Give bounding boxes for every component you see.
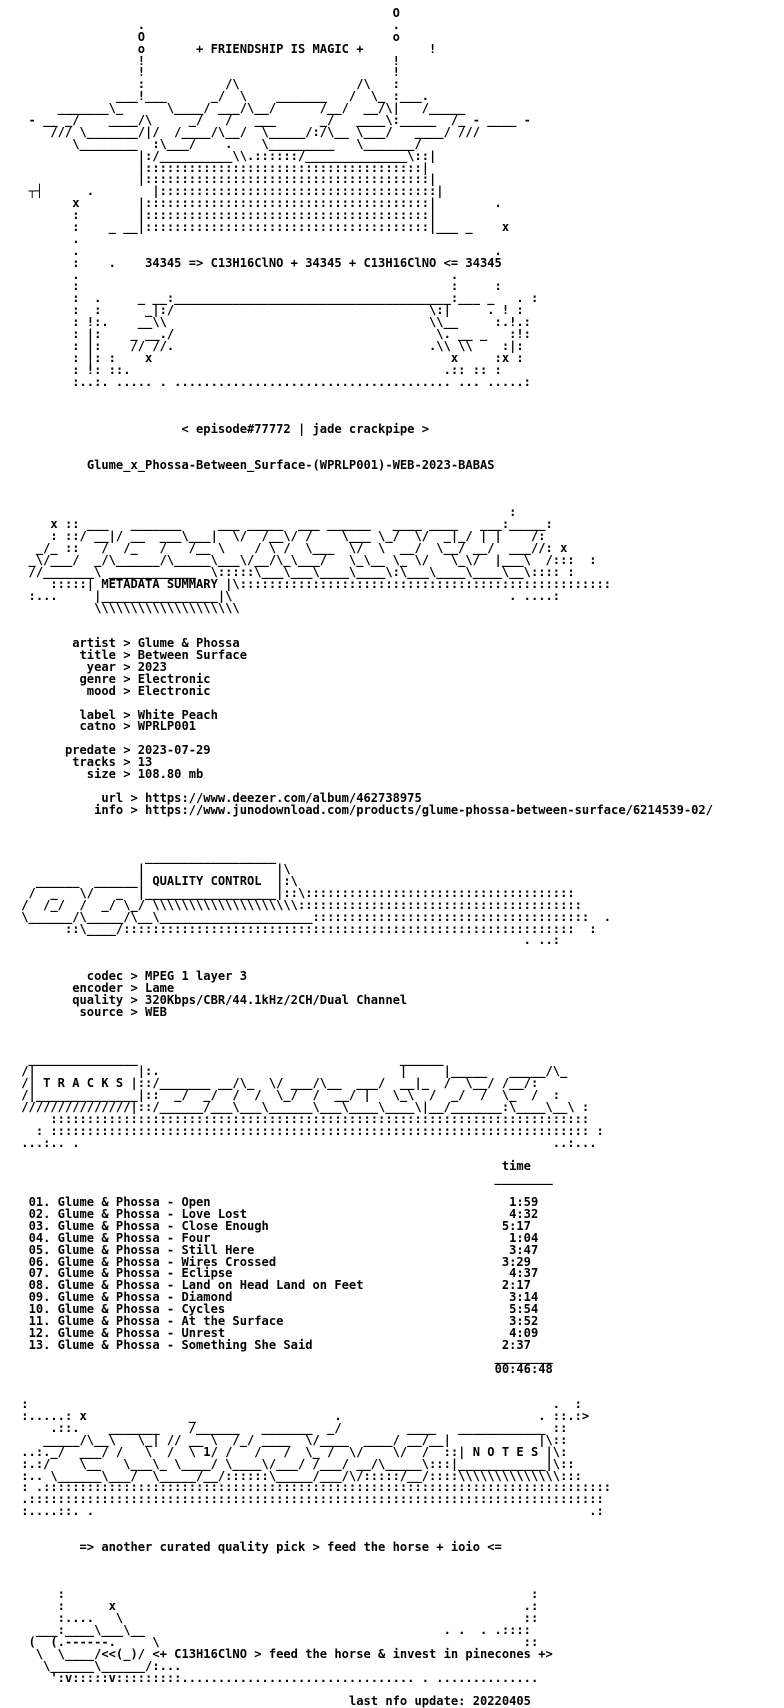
ascii-art-line: : |:::::::::::::::::::::::::::::::::::::::| xyxy=(14,208,437,223)
meta-title-text: title > Between Surface xyxy=(72,648,247,663)
ascii-art-line: _\/___/ _/\______/\_____\___\/__/\_\___/ \_\__ \_ \/ \_\/ |___\ /::: : xyxy=(14,552,597,567)
section-quality: QUALITY CONTROL xyxy=(152,874,262,889)
meta-predate-text: predate > 2023-07-29 xyxy=(64,743,211,758)
ascii-art-line: : . : xyxy=(14,1397,582,1412)
ascii-art-line xyxy=(14,947,713,959)
ascii-art-line: : |: : x x :x : xyxy=(14,350,524,365)
ascii-art-line: ! ! xyxy=(14,53,400,68)
ascii-art-line: x :: ___ _______ ___ _____ ___ ______ ____ ____ ___:_____: xyxy=(14,517,553,532)
ascii-art-line: |:::::::::::::::::::::::::::::::::::::::| xyxy=(14,172,437,187)
ascii-art-line: /|______________|:: _/ _/ / / \_/ / __/ | \_\ / _/ / \_ / : xyxy=(14,1088,561,1103)
track-title-5: 05. Glume & Phossa - Still Here xyxy=(28,1242,255,1257)
section-tracks: T R A C K S xyxy=(43,1076,124,1091)
ascii-art-line: . . xyxy=(14,17,400,32)
track-title-7: 07. Glume & Phossa - Eclipse xyxy=(28,1266,233,1281)
meta-tracks-text: tracks > 13 xyxy=(64,755,153,770)
ascii-art-line: : /\ /\ : xyxy=(14,77,400,92)
notes-tagline-line xyxy=(14,1539,713,1554)
meta-catno-text: catno > WPRLP001 xyxy=(72,719,197,734)
ascii-art-line: ':v:::::v:::::::::................................ . .............. xyxy=(14,1670,539,1685)
ascii-art-line: ///////////////|::/______/___\___\______\___\____\____\|__/_______:\____\__\ : xyxy=(14,1099,590,1114)
ascii-art-line: : !:. __\\ \\__ :.!.: xyxy=(14,315,531,330)
ascii-art-line: ______ ______| QUALITY CONTROL |:\ xyxy=(14,874,298,889)
ascii-art-line: \______\______/:... xyxy=(14,1658,182,1673)
q-encoder-text: encoder > Lame xyxy=(72,981,175,996)
ascii-art-line: |::::::::::::::::::::::::::::::::::::::| xyxy=(14,160,430,175)
ascii-art-line: : :::::::::::::::::::::::::::::::::::::::::::::::::::::::::::::::::::::::::: : xyxy=(14,1123,604,1138)
total-time: 00:46:48 xyxy=(494,1361,553,1376)
ascii-art-line: / /_/ / _/ \_/ \\\\\\\\\\\\\\\\\\\\::::::::::::::::::::::::::::::::::::::: xyxy=(14,897,582,912)
section-metadata: METADATA SUMMARY xyxy=(101,576,218,591)
ascii-art-line: _____/\__\ \_| // __ \ /_/ ____ \/____ ____/ __/__| |\:: xyxy=(14,1432,568,1447)
ascii-art-line: ::\____/:::::::::::::::::::::::::::::::::::::::::::::::::::::::::::::: : xyxy=(14,921,597,936)
ascii-art-line: :....::. . .: xyxy=(14,1504,604,1519)
ascii-art-line: :... |________________|\ . ....: xyxy=(14,588,561,603)
ascii-art-line: ___!___ _/ \ _______ / \_ :___. xyxy=(14,89,430,104)
track-time-11: 3:52 xyxy=(509,1313,539,1328)
ascii-art-line: :.... \ :: xyxy=(14,1611,539,1626)
track-title-8: 08. Glume & Phossa - Land on Head Land on Feet xyxy=(28,1278,364,1293)
track-time-12: 4:09 xyxy=(509,1325,539,1340)
ascii-art-line: \________ :\___/ . \_________ \_______/ xyxy=(14,136,422,151)
track-time-13: 2:37 xyxy=(501,1337,531,1352)
ascii-art-line: - __ _/ ____/\ _/ / ___ _/ ____\:_____ /_ - ____ - xyxy=(14,113,531,128)
ascii-art-line: : |: // //. .\\ \\ :|: xyxy=(14,338,524,353)
footer-line: \ \____/<<(_)/ <+ C13H16ClNO > feed the horse & invest in pinecones +> xyxy=(14,1646,553,1661)
track-title-9: 09. Glume & Phossa - Diamond xyxy=(28,1290,233,1305)
track-title-4: 04. Glume & Phossa - Four xyxy=(28,1230,211,1245)
ascii-art-line: : . _ __:______________________________________:___ _ . : xyxy=(14,291,539,306)
track-time-6: 3:29 xyxy=(501,1254,531,1269)
track-title-6: 06. Glume & Phossa - Wires Crossed xyxy=(28,1254,277,1269)
ascii-art-line: :..:. ..... . ...................................... ... .....: xyxy=(14,374,531,389)
notes-tagline: => another curated quality pick > feed the horse + ioio <= xyxy=(79,1539,502,1554)
section-notes: N O T E S xyxy=(472,1444,539,1459)
ascii-art-line: /| |:. | |_____ _____/\_ xyxy=(14,1064,568,1079)
release-name-line xyxy=(14,457,713,472)
ascii-art-line: ___:____\___\__ . . . .:::: xyxy=(14,1623,531,1638)
track-time-8: 2:17 xyxy=(501,1278,531,1293)
ascii-art-line: :.:/ \__ \___\_ \____/ \____\/___/ /___/ __/\_____\:::|____________|\:: xyxy=(14,1456,575,1471)
ascii-art-line: _/_ :: / /_ / /__ \ / \ / \___ \/ \ __/ \__/ __/ ___//: x xyxy=(14,541,568,556)
ascii-art-line: o + FRIENDSHIP IS MAGIC + ! xyxy=(14,41,437,56)
last-update-line xyxy=(14,1696,713,1708)
ascii-art-line xyxy=(14,1031,713,1043)
ascii-art-line xyxy=(14,484,713,496)
ascii-art-line: .::::::::::::::::::::::::::::::::::::::::::::::::::::::::::::::::::::::::::::::: xyxy=(14,1492,604,1507)
ascii-art-line: : : xyxy=(14,1587,539,1602)
ascii-art-line: |:/__________\\.::::::/______________\::| xyxy=(14,148,437,163)
ascii-art-line: ( (.------. \ :: xyxy=(14,1635,539,1650)
ascii-art-line: : ::/ __|/ __ ___\___| \/ /__\/ / \___ \_/ \/ _|_/ | | /: xyxy=(14,529,546,544)
release-name: Glume_x_Phossa-Between_Surface-(WPRLP001)-WEB-2023-BABAS xyxy=(86,457,495,472)
ascii-art-line: __________________ xyxy=(14,850,277,865)
track-title-10: 10. Glume & Phossa - Cycles xyxy=(28,1302,226,1317)
meta-artist-text: artist > Glume & Phossa xyxy=(72,636,240,651)
ascii-art-line: ┬┤ . |::::::::::::::::::::::::::::::::::::::| xyxy=(14,184,444,199)
ascii-art-line xyxy=(14,1566,713,1578)
meta-label-text: label > White Peach xyxy=(72,707,218,722)
track-time-3: 5:17 xyxy=(501,1218,531,1233)
last-update: last nfo update: 20220405 xyxy=(348,1694,531,1708)
ascii-art-line: : : _|:/ \:| . ! : xyxy=(14,303,524,318)
ascii-art-line: ..:._/ ___/ / \ / \ 1/ / / / \_ / \/ \/ / ::| N O T E S |\: xyxy=(14,1444,568,1459)
meta-catno xyxy=(14,721,713,733)
ascii-art-line: : _ __|:::::::::::::::::::::::::::::::::::::::|___ _ x xyxy=(14,220,510,235)
ascii-art-line: ________ xyxy=(14,1171,553,1186)
q-source xyxy=(14,1004,713,1019)
ascii-art-line: : |: _ __./ \. __ _ :!: xyxy=(14,327,531,342)
ascii-art-line xyxy=(14,436,713,448)
ascii-art-line: O o xyxy=(14,29,400,44)
ascii-art-line xyxy=(14,1019,713,1031)
meta-mood xyxy=(14,683,713,698)
track-title-1: 01. Glume & Phossa - Open xyxy=(28,1195,211,1210)
track-title-12: 12. Glume & Phossa - Unrest xyxy=(28,1325,226,1340)
ascii-art-line: : xyxy=(14,505,517,520)
ascii-art-line: :::::| METADATA SUMMARY |\::::::::::::::::::::::::::::::::::::::::::::::::::: xyxy=(14,576,612,591)
ascii-art-line: O xyxy=(14,6,400,20)
ascii-art-line: :.....: x _ . . ::.:> xyxy=(14,1409,590,1424)
q-source-text: source > WEB xyxy=(72,1004,167,1019)
ascii-art-line: : .:::::::::::::::::::::::::::::::::::::::::::::::::::::::::::::::::::::::::::::: xyxy=(14,1480,612,1495)
ascii-art-line: /// \_______/|/ /____/\__/ \_____/:/\__ \___/ ____/ /// xyxy=(14,124,480,139)
ascii-art-line: :.. \______\___/ \_____/__/::::::\_____/___/\/:::::/__/::::\\\\\\\\\\\\\\::: xyxy=(14,1468,582,1483)
ascii-art-line: . . xyxy=(14,243,502,258)
motto: + FRIENDSHIP IS MAGIC + xyxy=(196,41,364,56)
meta-info-text: info > https://www.junodownload.com/products/glume-phossa-between-surface/6214539-02/ xyxy=(86,802,713,817)
ascii-art-line xyxy=(14,614,713,626)
ascii-art-line: _______\_ \____/ ___/\__/ /__/ __/\| /_____ xyxy=(14,101,466,116)
ascii-art-line: ! ! xyxy=(14,65,400,80)
ascii-art-line xyxy=(14,424,713,436)
ascii-art-line xyxy=(14,828,713,840)
ascii-art-line: .::. _______ /______ _______ _/ ____ ____________ :: xyxy=(14,1420,568,1435)
meta-mood-text: mood > Electronic xyxy=(72,683,211,698)
ascii-art-line xyxy=(14,1375,713,1387)
ascii-art-line xyxy=(14,1554,713,1566)
track-title-13: 13. Glume & Phossa - Something She Said xyxy=(28,1337,313,1352)
track-time-2: 4:32 xyxy=(509,1206,539,1221)
track-time-4: 1:04 xyxy=(509,1230,539,1245)
ascii-art-line: ________ xyxy=(14,1349,553,1364)
track-time-5: 3:47 xyxy=(509,1242,539,1257)
ascii-art-line: | |\ xyxy=(14,862,291,877)
ascii-art-line: :::::::::::::::::::::::::::::::::::::::::::::::::::::::::::::::::::::::::: xyxy=(14,1111,590,1126)
ascii-art-line: : x .: xyxy=(14,1599,539,1614)
q-codec-text: codec > MPEG 1 layer 3 xyxy=(72,969,247,984)
ascii-art-line: x |:::::::::::::::::::::::::::::::::::::::| . xyxy=(14,196,502,211)
ascii-art-line xyxy=(14,389,713,401)
time-header: time xyxy=(501,1159,531,1174)
meta-size-text: size > 108.80 mb xyxy=(64,767,204,781)
ascii-art-line: : : : xyxy=(14,279,502,294)
ascii-art-line: . . xyxy=(14,267,459,282)
episode-line: < episode#77772 | jade crackpipe > xyxy=(181,422,430,437)
nfo-document xyxy=(14,8,713,1708)
meta-info xyxy=(14,802,713,817)
ascii-art-line: . ..: xyxy=(14,933,561,948)
meta-genre-text: genre > Electronic xyxy=(72,671,211,686)
ascii-art-line: \______/\_____/\__\_____________________:::::::::::::::::::::::::::::::::::::: . xyxy=(14,909,612,924)
footer-text: <+ C13H16ClNO > feed the horse & invest in pinecones +> xyxy=(152,1646,553,1661)
meta-year-text: year > 2023 xyxy=(72,659,167,674)
ascii-art-line: \\\\\\\\\\\\\\\\\\\\ xyxy=(14,600,240,615)
ascii-art-line xyxy=(14,472,713,484)
ascii-art-line: _______________ ______ xyxy=(14,1052,444,1067)
ascii-art-line xyxy=(14,817,713,829)
track-title-3: 03. Glume & Phossa - Close Enough xyxy=(28,1218,269,1233)
track-time-1: 1:59 xyxy=(509,1195,539,1210)
ascii-art-line: . xyxy=(14,231,80,246)
track-title-11: 11. Glume & Phossa - At the Surface xyxy=(28,1313,284,1328)
track-time-10: 5:54 xyxy=(509,1302,539,1317)
formula-line: 34345 => C13H16ClNO + 34345 + C13H16ClNO <= 34345 xyxy=(145,255,502,270)
ascii-art-line: : !: ::. .:: :: : xyxy=(14,362,502,377)
meta-url-text: url > https://www.deezer.com/album/462738975 xyxy=(86,790,422,805)
ascii-art-line: / _ \/ _ |__________________|::\::::::::::::::::::::::::::::::::::::: xyxy=(14,885,575,900)
ascii-art-line: /| T R A C K S |::/_______ __/\_ \/ ___/\__ ___/ __|_ / \__/ /__/: xyxy=(14,1076,539,1091)
ascii-art-line xyxy=(14,1518,713,1530)
ascii-art-line xyxy=(14,400,713,412)
q-quality-text: quality > 320Kbps/CBR/44.1kHz/2CH/Dual Channel xyxy=(72,992,408,1007)
ascii-art-line: //_______\ ____________ \:::::\___\___\____\____\:\___\____\____\__\:::: : xyxy=(14,564,575,579)
track-time-9: 3:14 xyxy=(509,1290,539,1305)
track-title-2: 02. Glume & Phossa - Love Lost xyxy=(28,1206,247,1221)
track-time-7: 4:37 xyxy=(509,1266,539,1281)
ascii-art-line: ...:.. . ..:... xyxy=(14,1135,597,1150)
tracks-total xyxy=(14,1361,713,1376)
ascii-art-line: : . 34345 => C13H16ClNO + 34345 + C13H16ClNO <= 34345 xyxy=(14,255,502,270)
meta-size xyxy=(14,769,713,781)
